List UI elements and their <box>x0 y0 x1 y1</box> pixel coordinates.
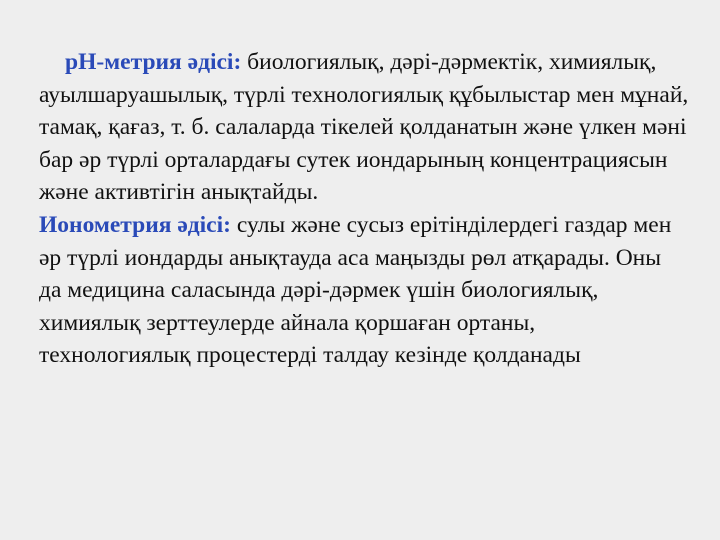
description-ionometry: сулы және сусыз ерітінділердегі газдар мен әр түрлі иондарды анықтауда аса маңызды рөл атқарады. Оны да медицина саласында дәрі-дәрмек үшін биологиялық, химиялық зерттеулерде айнала қоршаған ортаны, технологиялық процестерді талдау кезінде қолданады <box>39 211 672 369</box>
term-ionometry: Ионометрия әдісі: <box>39 211 231 238</box>
slide-body <box>39 46 689 372</box>
paragraph-ph-metry <box>39 46 689 209</box>
term-ph-metry: рН-метрия әдісі: <box>65 49 242 75</box>
paragraph-ionometry <box>39 209 689 372</box>
description-ph-metry: биологиялық, дәрі-дәрмектік, химиялық, ауылшаруашылық, түрлі технологиялық құбылыстар мен мұнай, тамақ, қағаз, т. б. салаларда тікелей қолданатын және үлкен мәні бар әр түрлі орталардағы сутек иондарының концентрациясын және активтігін анықтайды. <box>39 49 689 206</box>
